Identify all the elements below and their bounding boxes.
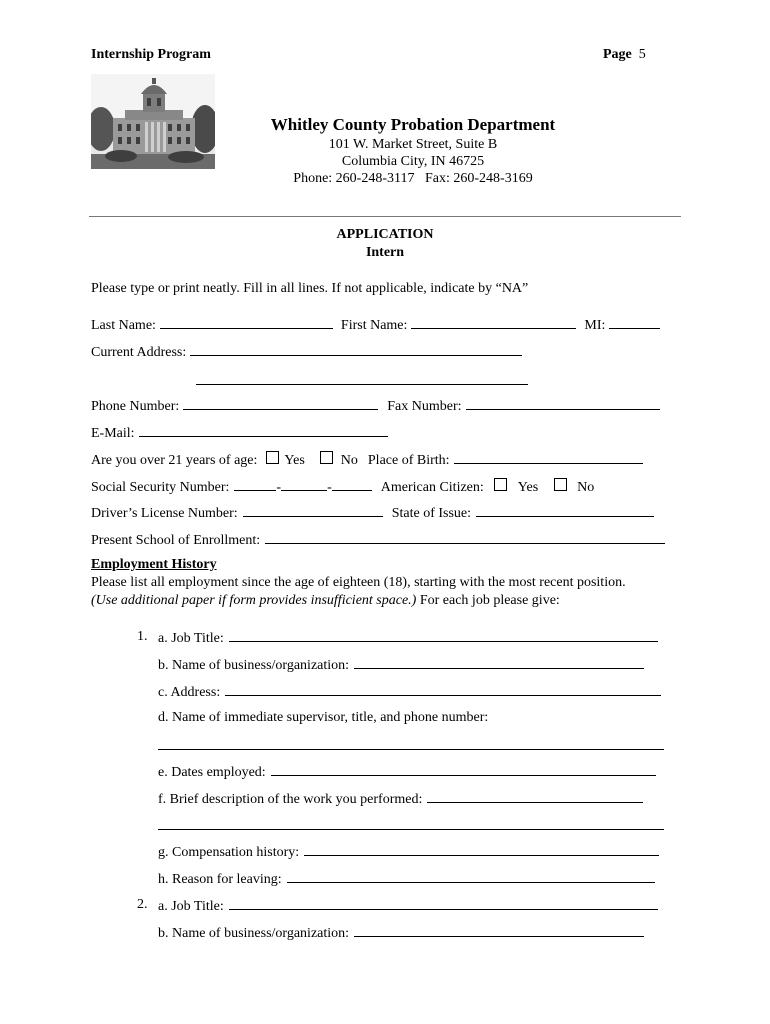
job1-description-field-1[interactable] bbox=[427, 790, 643, 803]
job2-business-label: b. Name of business/organization: bbox=[158, 926, 350, 941]
ssn-dash-1: - bbox=[276, 480, 282, 495]
citizen-yes-checkbox[interactable] bbox=[494, 478, 507, 491]
over21-no-checkbox[interactable] bbox=[320, 451, 333, 464]
job1-dates-field[interactable] bbox=[271, 763, 656, 776]
over21-yes-label: Yes bbox=[284, 453, 305, 468]
job1-description-label: f. Brief description of the work you performed: bbox=[158, 792, 423, 807]
american-citizen-label: American Citizen: bbox=[380, 480, 484, 495]
citizen-no-label: No bbox=[577, 480, 595, 495]
email-label: E-Mail: bbox=[91, 426, 135, 441]
ssn-label: Social Security Number: bbox=[91, 480, 230, 495]
job1-reason-label: h. Reason for leaving: bbox=[158, 872, 282, 887]
citizen-no-checkbox[interactable] bbox=[554, 478, 567, 491]
job1-number: 1. bbox=[137, 629, 148, 644]
ssn-field-2[interactable] bbox=[281, 478, 327, 491]
over21-no-label: No bbox=[340, 453, 358, 468]
current-address-field-2[interactable] bbox=[196, 384, 528, 385]
form-instructions: Please type or print neatly. Fill in all lines. If not applicable, indicate by “NA” bbox=[91, 281, 529, 296]
school-row bbox=[91, 531, 665, 549]
job1-address-field[interactable] bbox=[225, 683, 661, 696]
over21-yes-checkbox[interactable] bbox=[266, 451, 279, 464]
state-of-issue-label: State of Issue: bbox=[391, 506, 472, 521]
job2-number: 2. bbox=[137, 897, 148, 912]
ssn-row bbox=[91, 478, 594, 496]
job2-business-row bbox=[158, 924, 644, 942]
fax-number-label: Fax Number: bbox=[387, 399, 462, 414]
page-label: Page bbox=[603, 47, 632, 62]
job1-reason-row bbox=[158, 870, 655, 888]
present-school-field[interactable] bbox=[265, 531, 665, 544]
phone-row bbox=[91, 397, 660, 415]
place-of-birth-label: Place of Birth: bbox=[367, 453, 450, 468]
ssn-field-3[interactable] bbox=[332, 478, 372, 491]
job1-description-row bbox=[158, 790, 643, 808]
citizen-yes-label: Yes bbox=[517, 480, 539, 495]
age-row bbox=[91, 451, 643, 469]
present-school-label: Present School of Enrollment: bbox=[91, 533, 261, 548]
employment-instructions-italic: (Use additional paper if form provides insufficient space.) bbox=[91, 593, 417, 608]
org-name: Whitley County Probation Department bbox=[270, 115, 556, 134]
license-row bbox=[91, 504, 654, 522]
drivers-license-label: Driver’s License Number: bbox=[91, 506, 238, 521]
first-name-label: First Name: bbox=[340, 318, 408, 333]
job1-address-row bbox=[158, 683, 661, 701]
email-field[interactable] bbox=[139, 424, 388, 437]
header-divider bbox=[89, 216, 681, 217]
employment-heading: Employment History bbox=[91, 557, 217, 572]
job2-title-label: a. Job Title: bbox=[158, 899, 224, 914]
place-of-birth-field[interactable] bbox=[454, 451, 643, 464]
email-row bbox=[91, 424, 388, 442]
employment-instructions-1: Please list all employment since the age of eighteen (18), starting with the most recent position. bbox=[91, 575, 626, 590]
job1-business-label: b. Name of business/organization: bbox=[158, 658, 350, 673]
job1-compensation-label: g. Compensation history: bbox=[158, 845, 300, 860]
page-indicator bbox=[603, 47, 646, 63]
mi-field[interactable] bbox=[609, 316, 660, 329]
current-address-label: Current Address: bbox=[91, 345, 187, 360]
org-address-line2: Columbia City, IN 46725 bbox=[341, 154, 485, 169]
courthouse-image bbox=[91, 74, 215, 169]
first-name-field[interactable] bbox=[411, 316, 576, 329]
over21-label: Are you over 21 years of age: bbox=[91, 453, 258, 468]
current-address-field-1[interactable] bbox=[190, 343, 522, 356]
job1-dates-row bbox=[158, 763, 656, 781]
employment-instructions-rest: For each job please give: bbox=[416, 593, 560, 608]
org-address-line1: 101 W. Market Street, Suite B bbox=[328, 137, 498, 152]
state-of-issue-field[interactable] bbox=[476, 504, 654, 517]
job2-business-field[interactable] bbox=[354, 924, 644, 937]
phone-number-field[interactable] bbox=[183, 397, 378, 410]
program-title: Internship Program bbox=[91, 47, 211, 62]
mi-label: MI: bbox=[584, 318, 606, 333]
phone-number-label: Phone Number: bbox=[91, 399, 180, 414]
job2-title-field[interactable] bbox=[229, 897, 658, 910]
job1-dates-label: e. Dates employed: bbox=[158, 765, 266, 780]
job1-business-row bbox=[158, 656, 644, 674]
job1-supervisor-field[interactable] bbox=[158, 749, 664, 750]
job1-address-label: c. Address: bbox=[158, 685, 221, 700]
job1-compensation-row bbox=[158, 843, 659, 861]
job1-reason-field[interactable] bbox=[287, 870, 655, 883]
job1-supervisor-label: d. Name of immediate supervisor, title, and phone number: bbox=[158, 710, 489, 725]
last-name-label: Last Name: bbox=[91, 318, 156, 333]
name-row bbox=[91, 316, 660, 334]
org-phone-fax: Phone: 260-248-3117 Fax: 260-248-3169 bbox=[293, 171, 533, 186]
job2-title-row bbox=[158, 897, 658, 915]
job1-title-row bbox=[158, 629, 658, 647]
ssn-dash-2: - bbox=[327, 480, 332, 495]
last-name-field[interactable] bbox=[160, 316, 333, 329]
job1-compensation-field[interactable] bbox=[304, 843, 659, 856]
fax-number-field[interactable] bbox=[466, 397, 660, 410]
page-number: 5 bbox=[638, 47, 646, 62]
form-subtitle: Intern bbox=[365, 245, 405, 260]
form-title: APPLICATION bbox=[336, 227, 434, 242]
job1-description-field-2[interactable] bbox=[158, 829, 664, 830]
job1-title-field[interactable] bbox=[229, 629, 658, 642]
address-row bbox=[91, 343, 522, 361]
ssn-field-1[interactable] bbox=[234, 478, 276, 491]
job1-business-field[interactable] bbox=[354, 656, 644, 669]
drivers-license-field[interactable] bbox=[243, 504, 383, 517]
employment-instructions-2 bbox=[91, 593, 560, 609]
job1-title-label: a. Job Title: bbox=[158, 631, 224, 646]
